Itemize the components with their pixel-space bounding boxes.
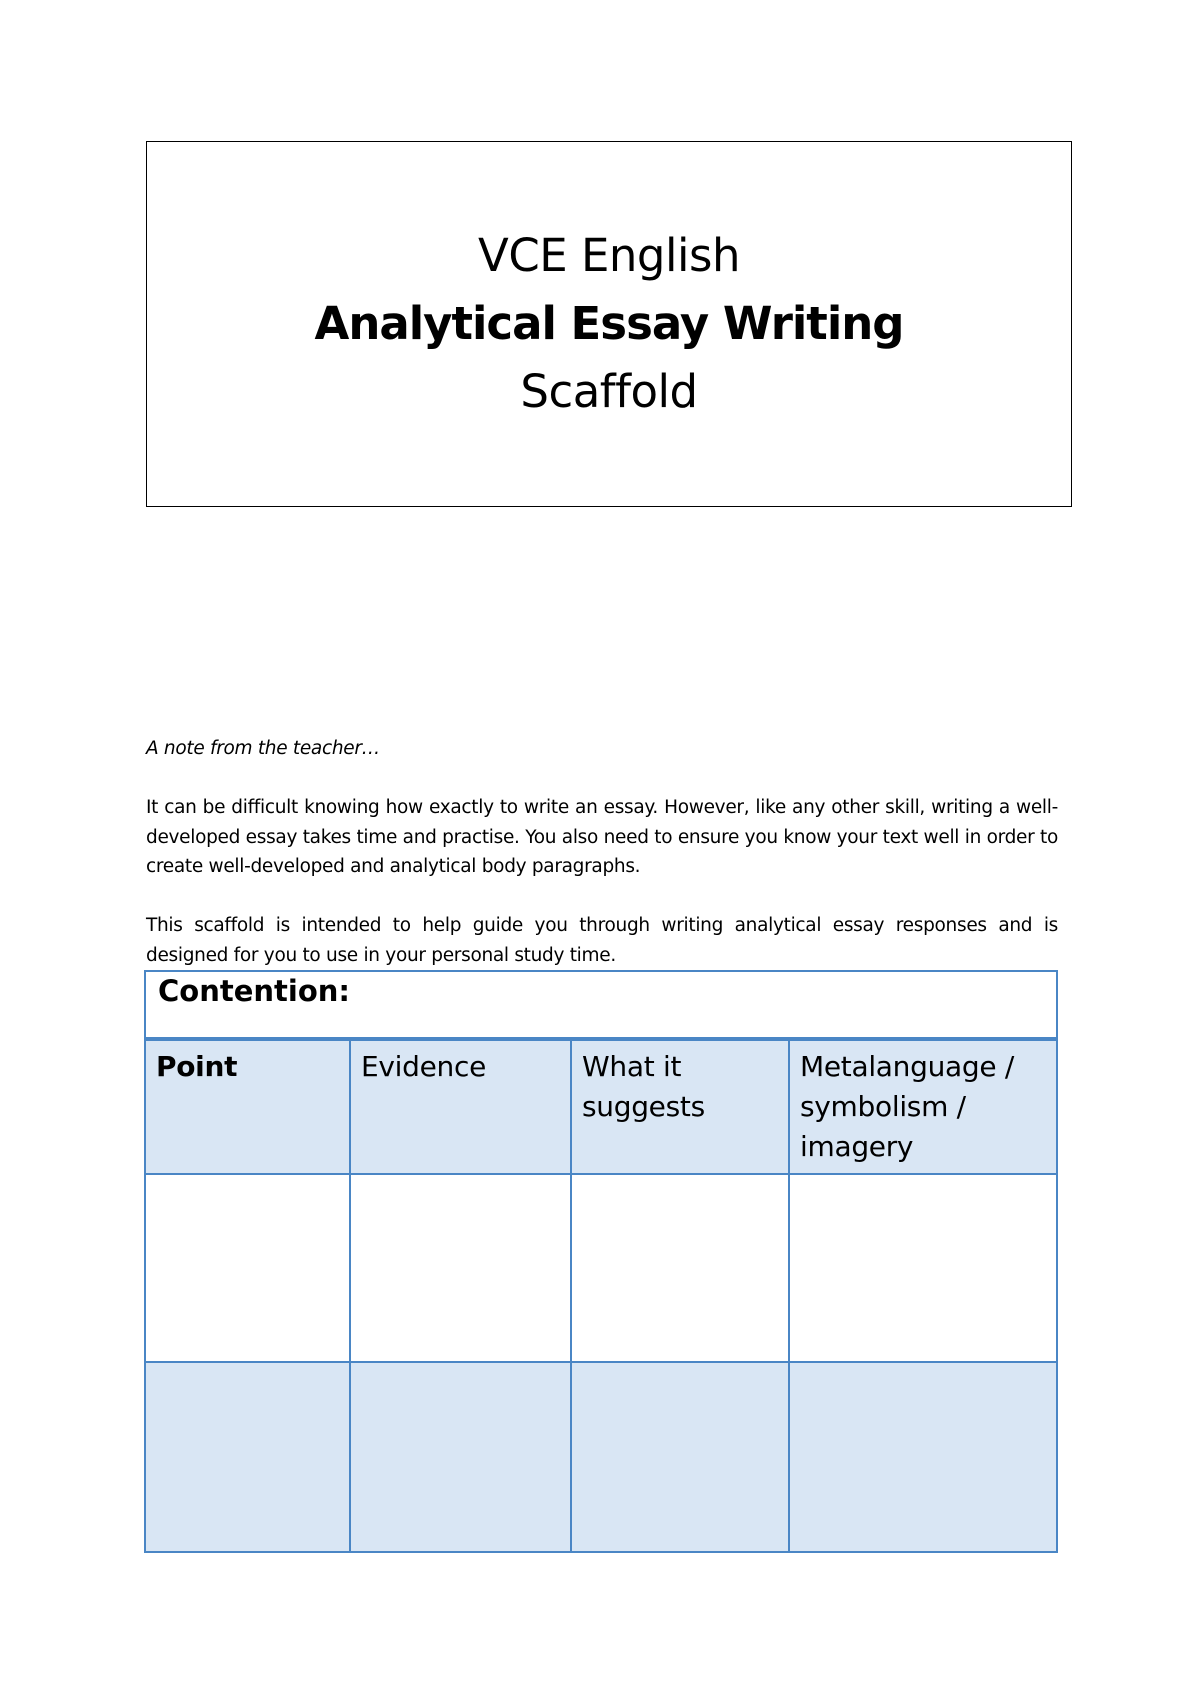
essay-scaffold-table — [144, 970, 1058, 1553]
title-subject: VCE English — [478, 229, 740, 282]
header-what-it-suggests: What it suggests — [571, 1039, 789, 1174]
note-paragraph-2: This scaffold is intended to help guide you through writing analytical essay responses and is designed for you to use in your personal study time. — [146, 915, 1058, 966]
title-main: Analytical Essay Writing — [314, 297, 904, 350]
point-cell[interactable] — [145, 1362, 350, 1552]
contention-row — [145, 971, 1057, 1039]
metalanguage-cell[interactable] — [789, 1174, 1057, 1362]
teacher-note — [146, 734, 1058, 970]
header-point: Point — [145, 1039, 350, 1174]
table-row — [145, 1362, 1057, 1552]
title-sub: Scaffold — [520, 365, 698, 418]
header-metalanguage: Metalanguage / symbolism / imagery — [789, 1039, 1057, 1174]
metalanguage-cell[interactable] — [789, 1362, 1057, 1552]
evidence-cell[interactable] — [350, 1362, 571, 1552]
evidence-cell[interactable] — [350, 1174, 571, 1362]
header-evidence: Evidence — [350, 1039, 571, 1174]
contention-label: Contention: — [158, 974, 350, 1008]
note-paragraph-1: It can be difficult knowing how exactly to write an essay. However, like any other skill, writing a well-developed essay takes time and practise. You also need to ensure you know your text well in order to create well-developed and analytical body paragraphs. — [146, 797, 1058, 877]
contention-cell[interactable] — [145, 971, 1057, 1039]
suggests-cell[interactable] — [571, 1174, 789, 1362]
title-box — [146, 141, 1072, 507]
header-row — [145, 1039, 1057, 1174]
suggests-cell[interactable] — [571, 1362, 789, 1552]
point-cell[interactable] — [145, 1174, 350, 1362]
note-signoff: A note from the teacher… — [146, 738, 380, 759]
table-row — [145, 1174, 1057, 1362]
